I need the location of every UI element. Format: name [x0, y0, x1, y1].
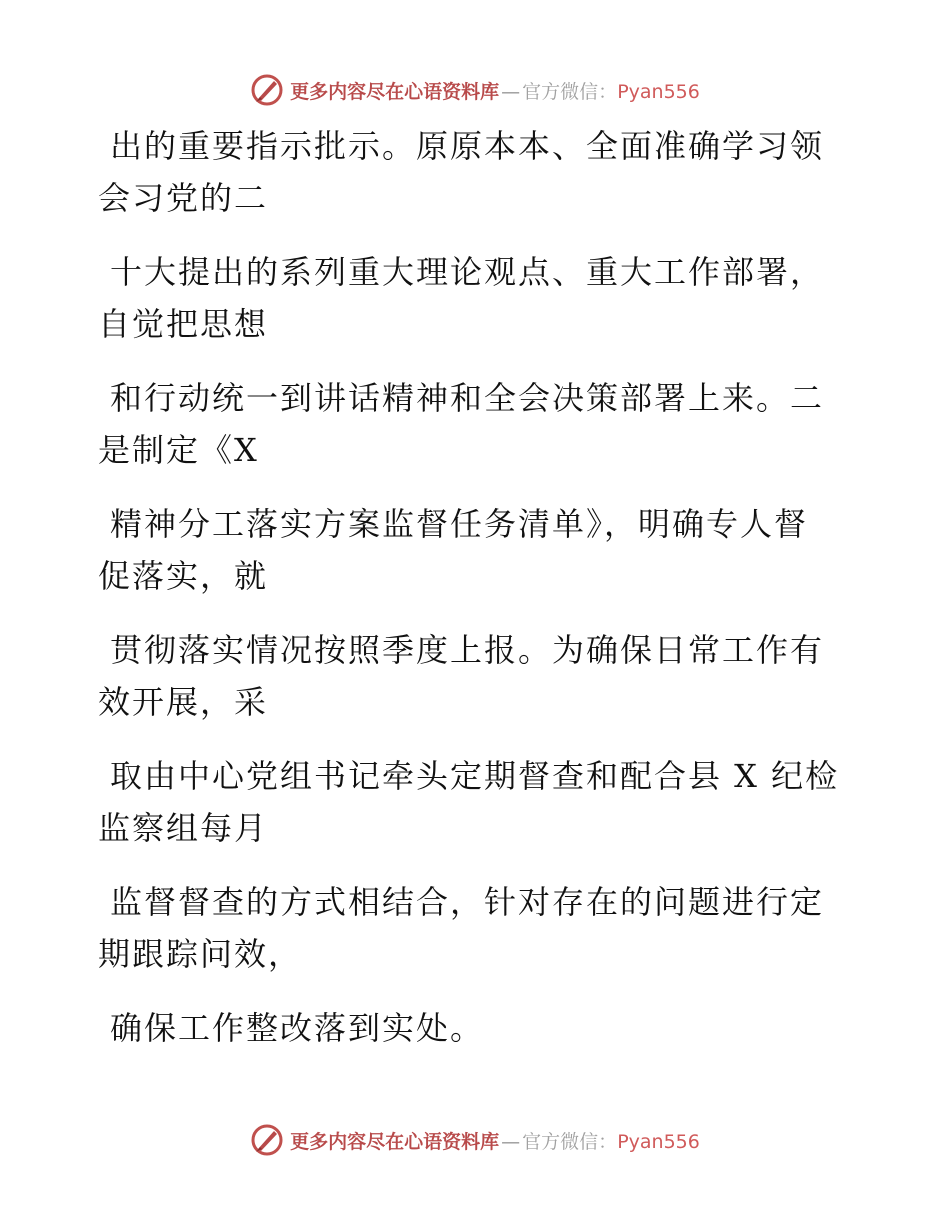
text-line: 促落实，就 [98, 557, 269, 595]
banner-text [290, 1127, 700, 1154]
paragraph [98, 246, 858, 350]
text-line: 监督督查的方式相结合，针对存在的问题进行定 [110, 883, 825, 921]
paragraph [98, 498, 858, 602]
text-line: 精神分工落实方案监督任务清单》，明确专人督 [110, 505, 809, 543]
text-line: 是制定《X [98, 431, 259, 469]
banner-title: 更多内容尽在心语资料库 [290, 1130, 500, 1153]
banner-title: 更多内容尽在心语资料库 [290, 80, 500, 103]
text-line: 取由中心党组书记牵头定期督查和配合县 X 纪检 [110, 757, 840, 795]
document-body [98, 120, 858, 1076]
text-line: 贯彻落实情况按照季度上报。为确保日常工作有 [110, 631, 825, 669]
banner-text [290, 77, 700, 104]
text-line: 效开展，采 [98, 683, 269, 721]
banner-separator: — [501, 80, 521, 103]
paragraph [98, 1002, 858, 1054]
quill-logo-icon [250, 73, 284, 107]
footer-banner [0, 1120, 950, 1160]
paragraph [98, 750, 858, 854]
banner-wechat-label: 官方微信： [522, 1130, 618, 1153]
banner-wechat-id: Pyan556 [617, 80, 700, 103]
text-line: 确保工作整改落到实处。 [110, 1009, 485, 1047]
text-line: 期跟踪问效， [98, 935, 303, 973]
banner-separator: — [501, 1130, 521, 1153]
paragraph [98, 120, 858, 224]
paragraph [98, 876, 858, 980]
paragraph [98, 372, 858, 476]
text-line: 自觉把思想 [98, 305, 269, 343]
quill-logo-icon [250, 1123, 284, 1157]
banner-wechat-label: 官方微信： [522, 80, 618, 103]
header-banner [0, 70, 950, 110]
text-line: 出的重要指示批示。原原本本、全面准确学习领 [110, 127, 825, 165]
text-line: 会习党的二 [98, 179, 269, 217]
text-line: 和行动统一到讲话精神和全会决策部署上来。二 [110, 379, 825, 417]
paragraph [98, 624, 858, 728]
text-line: 监察组每月 [98, 809, 269, 847]
text-line: 十大提出的系列重大理论观点、重大工作部署， [110, 253, 825, 291]
banner-wechat-id: Pyan556 [617, 1130, 700, 1153]
